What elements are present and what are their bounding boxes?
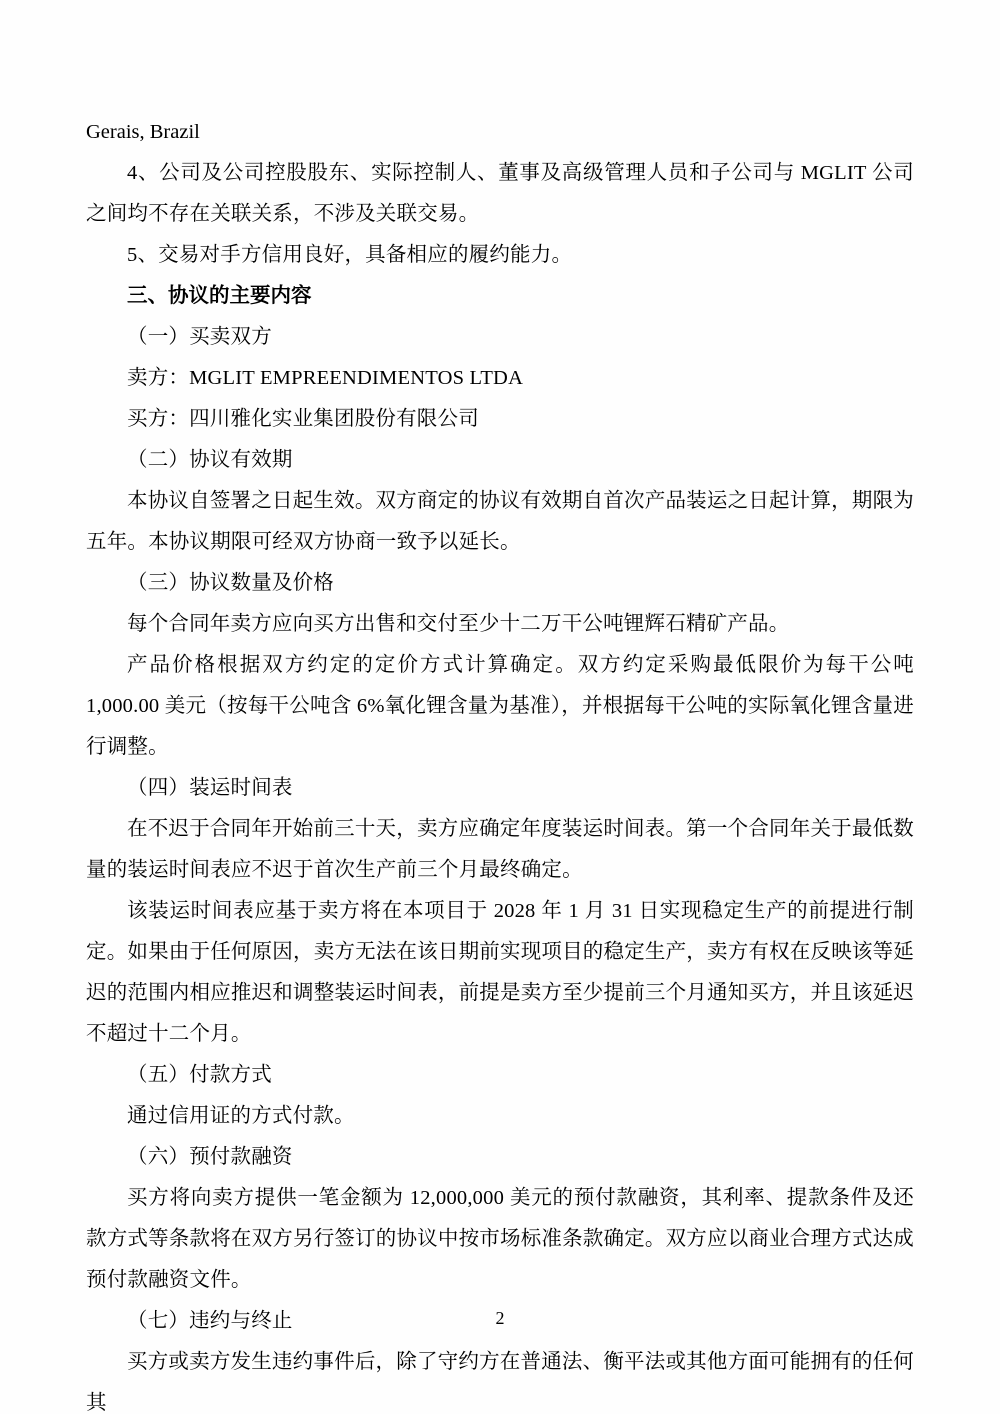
subsection-heading-7: （七）违约与终止 (127, 1310, 293, 1332)
subsection-heading-5: （五）付款方式 (127, 1064, 272, 1086)
subsection-2-body: 本协议自签署之日起生效。双方商定的协议有效期自首次产品装运之日起计算，期限为五年。本协议期限可经双方协商一致予以延长。 (86, 490, 914, 553)
paragraph-item4: 4、公司及公司控股股东、实际控制人、董事及高级管理人员和子公司与 MGLIT 公司之间均不存在关联关系，不涉及关联交易。 (86, 162, 914, 225)
subsection-heading-6: （六）预付款融资 (127, 1146, 293, 1168)
subsection-heading-4: （四）装运时间表 (127, 777, 293, 799)
subsection-6-body: 买方将向卖方提供一笔金额为 12,000,000 美元的预付款融资，其利率、提款条件及还款方式等条款将在双方另行签订的协议中按市场标准条款确定。双方应以商业合理方式达成预付款融资文件。 (86, 1187, 914, 1291)
page-number: 2 (495, 1308, 505, 1328)
paragraph-item5: 5、交易对手方信用良好，具备相应的履约能力。 (127, 244, 573, 266)
subsection-heading-3: （三）协议数量及价格 (127, 572, 334, 594)
subsection-3-body-1: 每个合同年卖方应向买方出售和交付至少十二万干公吨锂辉石精矿产品。 (127, 613, 790, 635)
subsection-heading-1: （一）买卖双方 (127, 326, 272, 348)
buyer-line: 买方：四川雅化实业集团股份有限公司 (127, 408, 479, 430)
subsection-heading-2: （二）协议有效期 (127, 449, 293, 471)
subsection-5-body: 通过信用证的方式付款。 (127, 1105, 355, 1127)
subsection-7-body: 买方或卖方发生违约事件后，除了守约方在普通法、衡平法或其他方面可能拥有的任何其 (86, 1351, 914, 1414)
subsection-3-body-2: 产品价格根据双方约定的定价方式计算确定。双方约定采购最低限价为每干公吨 1,000.00 美元（按每干公吨含 6%氧化锂含量为基准），并根据每干公吨的实际氧化锂含量进行调整。 (86, 654, 914, 758)
seller-line: 卖方：MGLIT EMPREENDIMENTOS LTDA (127, 367, 524, 389)
continued-line: Gerais, Brazil (86, 121, 200, 143)
document-body (86, 112, 914, 1424)
section-heading-3: 三、协议的主要内容 (127, 285, 312, 307)
subsection-4-body-2: 该装运时间表应基于卖方将在本项目于 2028 年 1 月 31 日实现稳定生产的前提进行制定。如果由于任何原因，卖方无法在该日期前实现项目的稳定生产，卖方有权在反映该等延迟的范围内相应推迟和调整装运时间表，前提是卖方至少提前三个月通知买方，并且该延迟不超过十二个月。 (86, 900, 914, 1045)
subsection-4-body-1: 在不迟于合同年开始前三十天，卖方应确定年度装运时间表。第一个合同年关于最低数量的装运时间表应不迟于首次生产前三个月最终确定。 (86, 818, 914, 881)
